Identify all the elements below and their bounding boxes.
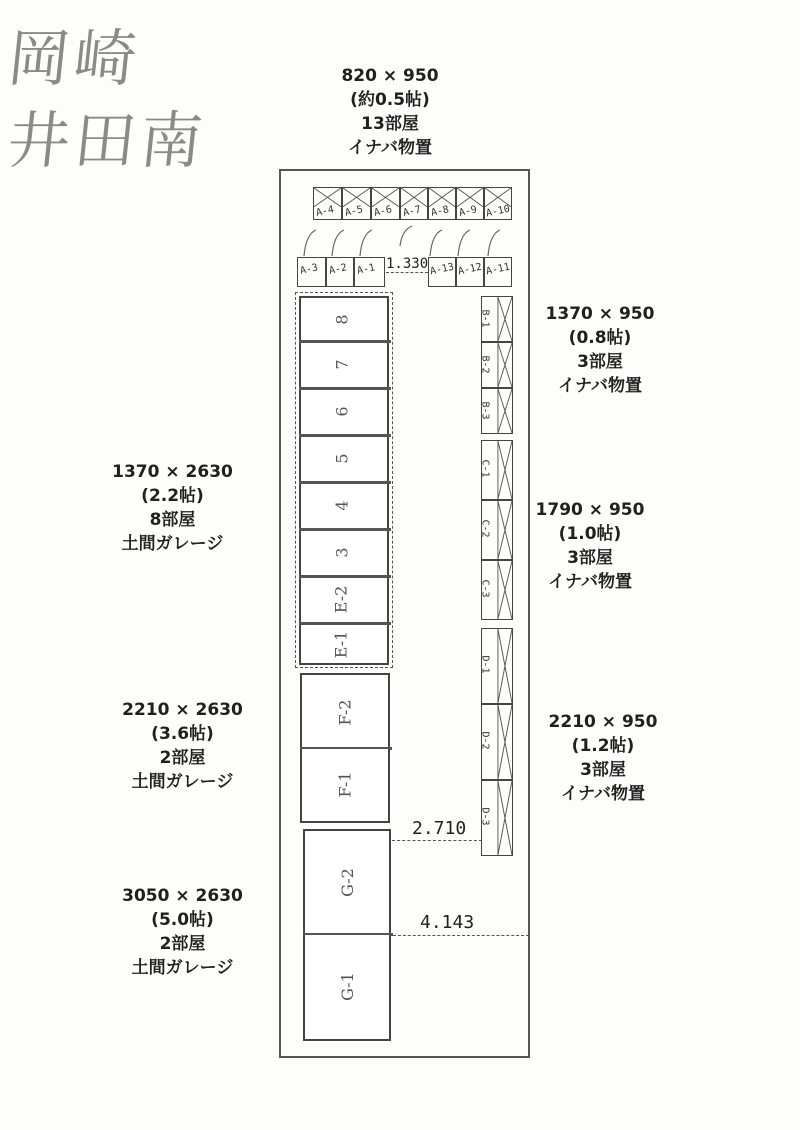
spec-d-size: 2210 × 950	[548, 712, 658, 732]
spec-a-type: イナバ物置	[348, 138, 432, 158]
unit-a-6-label: A-6	[373, 204, 394, 219]
dimension-a-gap-line	[386, 272, 428, 273]
garage-e-7-label: 7	[332, 359, 352, 370]
unit-a-11-label: A-11	[485, 261, 511, 278]
spec-c	[520, 498, 660, 594]
garage-e-3-label: 3	[332, 547, 352, 558]
unit-b-3-label: B-3	[479, 401, 491, 420]
unit-c-2-label: C-2	[479, 519, 491, 538]
unit-a-11	[484, 257, 512, 287]
spec-d	[533, 710, 673, 806]
unit-d-3-label: D-3	[479, 807, 491, 826]
dimension-g-gap-line	[393, 935, 529, 936]
unit-a-6	[371, 187, 400, 220]
garage-e-8	[299, 296, 389, 342]
spec-d-tatami: (1.2帖)	[571, 736, 635, 756]
spec-b-type: イナバ物置	[558, 376, 642, 396]
unit-d-2-label: D-2	[479, 731, 491, 750]
spec-b-rooms: 3部屋	[577, 352, 623, 372]
unit-a-4	[313, 187, 342, 220]
garage-e-1	[299, 625, 389, 665]
garage-e-7	[299, 343, 389, 389]
spec-e-size: 1370 × 2630	[112, 462, 233, 482]
unit-a-1	[354, 257, 385, 287]
garage-e-4	[299, 484, 389, 530]
spec-b-tatami: (0.8帖)	[568, 328, 632, 348]
unit-c-3	[481, 560, 513, 620]
unit-c-1	[481, 440, 513, 500]
spec-g-tatami: (5.0帖)	[151, 910, 214, 930]
garage-e-6-label: 6	[332, 406, 352, 417]
spec-g-size: 3050 × 2630	[122, 886, 243, 906]
unit-d-1-label: D-1	[479, 655, 491, 674]
unit-d-2	[481, 704, 513, 780]
unit-b-3	[481, 388, 513, 434]
spec-c-size: 1790 × 950	[535, 500, 645, 520]
unit-b-2	[481, 342, 513, 388]
unit-b-1-label: B-1	[479, 309, 491, 328]
unit-c-2	[481, 500, 513, 560]
dimension-f-gap: 2.710	[412, 818, 467, 839]
unit-a-5	[342, 187, 371, 220]
unit-a-5-label: A-5	[344, 204, 365, 219]
door-swing-marks	[296, 220, 516, 260]
garage-e-2-label: E-2	[331, 585, 351, 614]
spec-e-rooms: 8部屋	[149, 510, 196, 530]
spec-g	[110, 884, 255, 980]
unit-a-9-label: A-9	[458, 204, 479, 219]
unit-d-3	[481, 780, 513, 856]
garage-g-2	[303, 829, 391, 935]
unit-b-1	[481, 296, 513, 342]
unit-a-2-label: A-2	[328, 262, 349, 277]
unit-a-13	[428, 257, 456, 287]
unit-a-8-label: A-8	[430, 204, 451, 219]
handwritten-note-line2: 井田南	[4, 104, 210, 177]
unit-a-8	[428, 187, 456, 220]
garage-e-5-label: 5	[332, 453, 352, 464]
spec-d-type: イナバ物置	[561, 784, 645, 804]
spec-e-type: 土間ガレージ	[121, 534, 224, 554]
unit-a-9	[456, 187, 484, 220]
unit-a-7	[400, 187, 428, 220]
garage-e-8-label: 8	[332, 314, 352, 325]
dimension-g-gap: 4.143	[420, 912, 475, 933]
dimension-f-gap-line	[392, 840, 482, 841]
garage-e-3	[299, 531, 389, 577]
unit-c-1-label: C-1	[479, 459, 491, 478]
garage-f-2	[300, 673, 390, 749]
garage-e-6	[299, 390, 389, 436]
garage-f-1-label: F-1	[335, 771, 355, 798]
dimension-a-gap: 1.330	[386, 256, 429, 272]
unit-a-2	[326, 257, 354, 287]
unit-a-12	[456, 257, 484, 287]
spec-e-tatami: (2.2帖)	[141, 486, 204, 506]
spec-c-tatami: (1.0帖)	[558, 524, 622, 544]
spec-a-rooms: 13部屋	[361, 114, 419, 134]
garage-g-1	[303, 935, 391, 1041]
handwritten-note-line1: 岡崎	[4, 22, 144, 95]
spec-f-rooms: 2部屋	[159, 748, 206, 768]
unit-a-12-label: A-12	[457, 261, 483, 278]
unit-a-13-label: A-13	[429, 261, 455, 278]
unit-b-2-label: B-2	[479, 355, 491, 374]
garage-e-4-label: 4	[332, 500, 352, 511]
unit-c-3-label: C-3	[479, 579, 491, 598]
spec-f-type: 土間ガレージ	[131, 772, 234, 792]
spec-g-rooms: 2部屋	[159, 934, 206, 954]
spec-a	[330, 64, 450, 160]
spec-a-tatami: (約0.5帖)	[350, 90, 430, 110]
garage-f-2-label: F-2	[335, 699, 355, 726]
garage-e-2	[299, 578, 389, 624]
garage-e-5	[299, 437, 389, 483]
unit-a-1-label: A-1	[356, 262, 377, 277]
spec-g-type: 土間ガレージ	[131, 958, 234, 978]
unit-a-7-label: A-7	[402, 204, 423, 219]
unit-a-10-label: A-10	[485, 203, 511, 220]
unit-d-1	[481, 628, 513, 704]
spec-f-size: 2210 × 2630	[122, 700, 243, 720]
garage-g-1-label: G-1	[337, 972, 357, 1001]
spec-e	[100, 460, 245, 556]
unit-a-3-label: A-3	[299, 262, 320, 277]
spec-f-tatami: (3.6帖)	[151, 724, 214, 744]
spec-a-size: 820 × 950	[341, 66, 439, 86]
spec-c-type: イナバ物置	[548, 572, 632, 592]
spec-b-size: 1370 × 950	[545, 304, 655, 324]
spec-f	[110, 698, 255, 794]
garage-e-1-label: E-1	[331, 630, 351, 659]
unit-a-4-label: A-4	[315, 204, 336, 219]
unit-a-10	[484, 187, 512, 220]
garage-g-2-label: G-2	[337, 868, 357, 897]
spec-c-rooms: 3部屋	[567, 548, 613, 568]
spec-d-rooms: 3部屋	[580, 760, 626, 780]
garage-f-1	[300, 749, 390, 823]
unit-a-3	[297, 257, 326, 287]
spec-b	[530, 302, 670, 398]
